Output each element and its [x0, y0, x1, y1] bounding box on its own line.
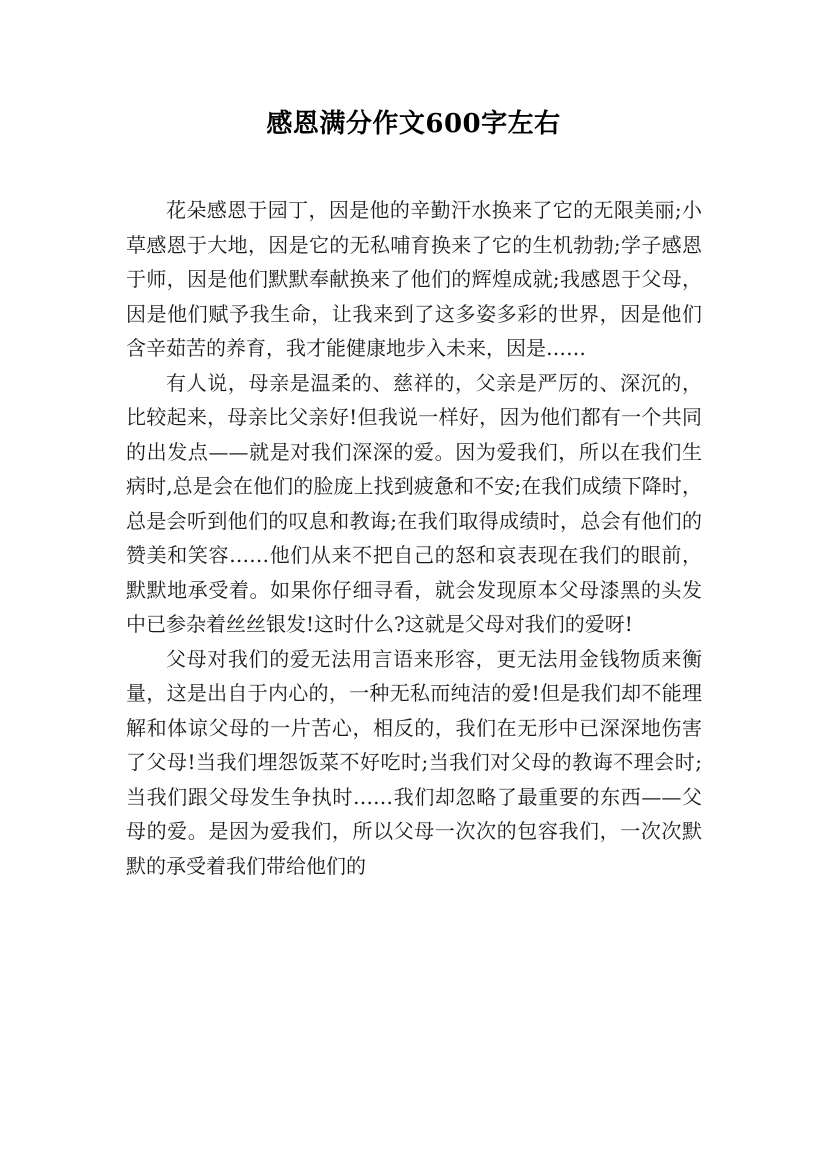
document-body	[126, 193, 702, 883]
document-title: 感恩满分作文600字左右	[266, 109, 561, 139]
paragraph: 花朵感恩于园丁，因是他的辛勤汗水换来了它的无限美丽;小草感恩于大地，因是它的无私哺育换来了它的生机勃勃;学子感恩于师，因是他们默默奉献换来了他们的辉煌成就;我感恩于父母，因是他们赋予我生命，让我来到了这多姿多彩的世界，因是他们含辛茹苦的养育，我才能健康地步入未来，因是……	[126, 198, 702, 360]
paragraph: 父母对我们的爱无法用言语来形容，更无法用金钱物质来衡量，这是出自于内心的，一种无私而纯洁的爱!但是我们却不能理解和体谅父母的一片苦心，相反的，我们在无形中已深深地伤害了父母!当我们埋怨饭菜不好吃时;当我们对父母的教诲不理会时;当我们跟父母发生争执时……我们却忽略了最重要的东西——父母的爱。是因为爱我们，所以父母一次次的包容我们，一次次默默的承受着我们带给他们的	[126, 646, 702, 878]
paragraph: 有人说，母亲是温柔的、慈祥的，父亲是严厉的、深沉的，比较起来，母亲比父亲好!但我说一样好，因为他们都有一个共同的出发点——就是对我们深深的爱。因为爱我们，所以在我们生病时,总是会在他们的脸庞上找到疲惫和不安;在我们成绩下降时，总是会听到他们的叹息和教诲;在我们取得成绩时，总会有他们的赞美和笑容……他们从来不把自己的怒和哀表现在我们的眼前，默默地承受着。如果你仔细寻看，就会发现原本父母漆黑的头发中已参杂着丝丝银发!这时什么?这就是父母对我们的爱呀!	[126, 370, 702, 636]
